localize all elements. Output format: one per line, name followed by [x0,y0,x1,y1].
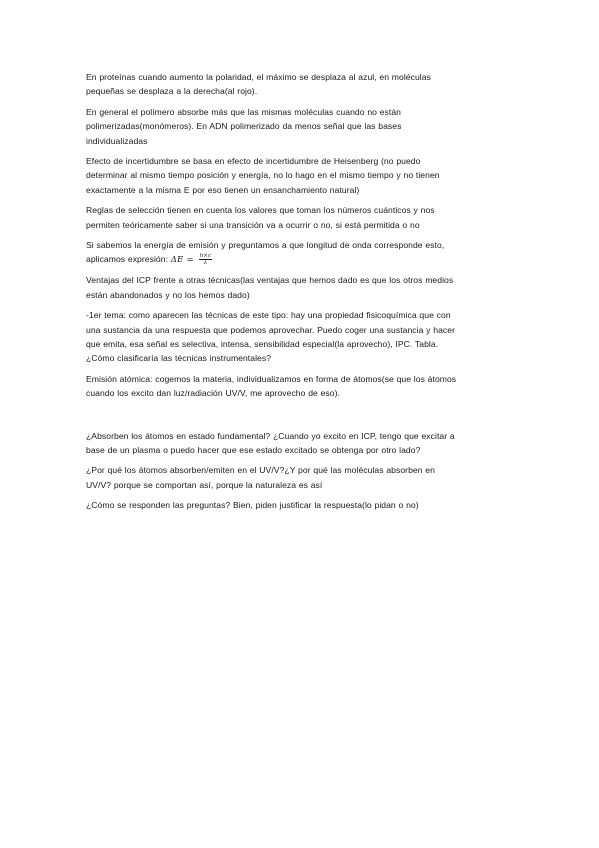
formula-lhs: ΔE = [170,255,194,265]
text-line: ¿Por qué los átomos absorben/emiten en el UV/V?¿Y por qué las moléculas absorben en [86,465,435,476]
paragraph-energy-formula [86,238,516,267]
text-line: ¿Absorben los átomos en estado fundamental? ¿Cuando yo excito en ICP, tengo que excitar a [86,430,455,441]
text-line: polimerizadas(monómeros). En ADN polimerizado da menos señal que las bases [86,121,402,132]
energy-formula [171,253,212,267]
paragraph-atomic-emission [86,372,516,401]
paragraph-selection-rules [86,203,516,232]
text-line [86,252,516,267]
formula-denominator: λ [203,260,208,266]
text-line: ¿Cómo se responden las preguntas? Bien, piden justificar la respuesta(lo pidan o no) [86,500,419,511]
text-line: exactamente a la misma E por eso tienen un ensanchamiento natural) [86,184,360,195]
text-line: cuando los excito dan luz/radiación UV/V, me aprovecho de eso). [86,388,340,399]
text-line: Reglas de selección tienen en cuenta los valores que toman los números cuánticos y nos [86,205,435,216]
text-line: pequeñas se desplaza a la derecha(al rojo). [86,86,258,97]
text-line: -1er tema: como aparecen las técnicas de este tipo: hay una propiedad fisicoquímica que con [86,310,451,321]
text-line: ¿Cómo clasificaría las técnicas instrumentales? [86,353,272,364]
text-line: están abandonados y no los hemos dado) [86,289,250,300]
paragraph-question-answers [86,498,516,512]
text-line: Si sabemos la energía de emisión y preguntamos a que longitud de onda corresponde esto, [86,240,445,251]
text-line: UV/V? porque se comportan así, porque la naturaleza es así [86,479,323,490]
text-line: una sustancia da una respuesta que podemos aprovechar. Puedo coger una sustancia y hacer [86,324,456,335]
text-line: determinar al mismo tiempo posición y energía, no lo hago en el mismo tiempo y no tienen [86,170,440,181]
text-line: Emisión atómica: cogemos la materia, individualizamos en forma de átomos(se que los átomos [86,373,457,384]
paragraph-question-uvv [86,463,516,492]
paragraph-polymer [86,105,516,148]
document-body [86,70,516,519]
paragraph-first-topic [86,308,516,366]
formula-intro: aplicamos expresión: [86,254,169,265]
text-line: Efecto de incertidumbre se basa en efecto de incertidumbre de Heisenberg (no puedo [86,156,421,167]
section-spacer [86,407,516,429]
paragraph-icp-advantages [86,273,516,302]
text-line: En proteínas cuando aumento la polaridad, el máximo se desplaza al azul, en moléculas [86,72,431,82]
text-line: En general el polímero absorbe más que las mismas moléculas cuando no están [86,106,401,117]
text-line: base de un plasma o puedo hacer que ese estado excitado se obtenga por otro lado? [86,445,421,456]
formula-fraction [199,253,212,266]
paragraph-question-absorb [86,429,516,458]
text-line: individualizadas [86,135,148,146]
paragraph-proteins [86,70,516,99]
paragraph-uncertainty [86,154,516,197]
text-line: que emita, esa señal es selectiva, intensa, sensibilidad especial(la aprovecho), IPC. Tabla. [86,339,439,350]
formula-numerator: h×c [199,253,212,259]
text-line: permiten teóricamente saber si una transición va a ocurrir o no, si está permitida o no [86,219,420,230]
text-line: Ventajas del ICP frente a otras técnicas(las ventajas que hemos dado es que los otros medios [86,275,454,286]
